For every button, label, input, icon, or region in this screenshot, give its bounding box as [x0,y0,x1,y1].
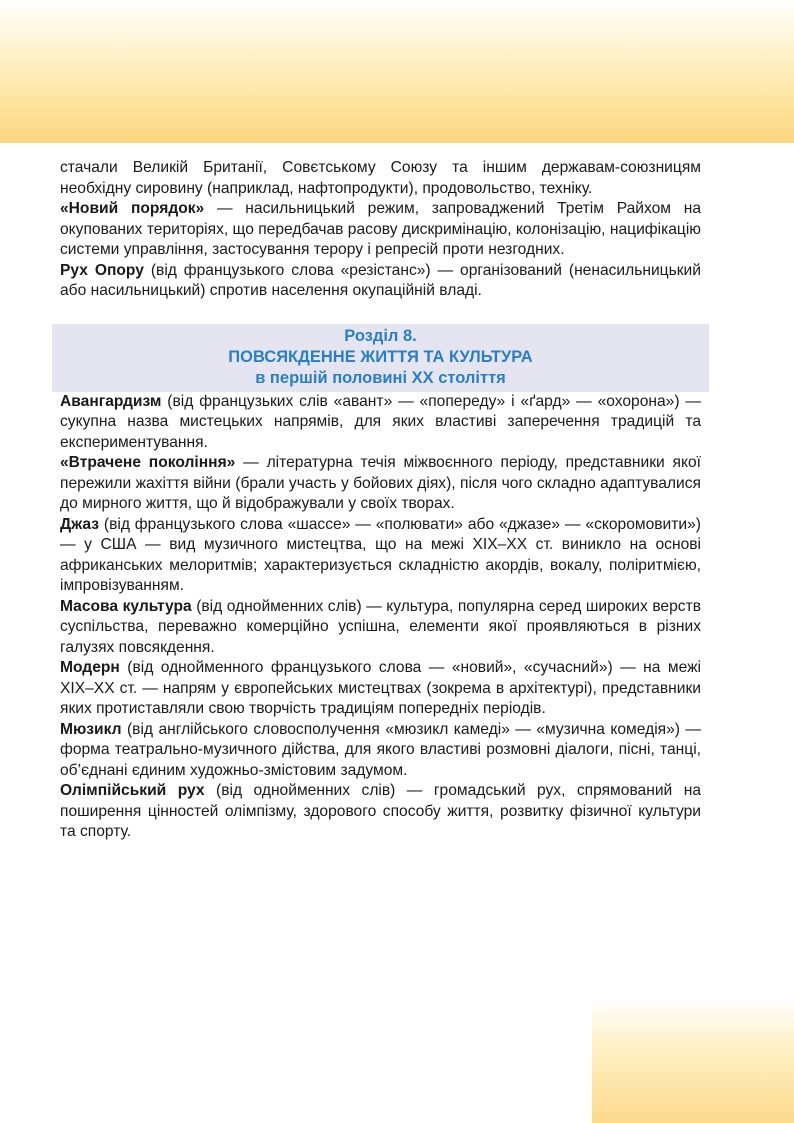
glossary-entry-modern [60,658,701,720]
glossary-definition: (від французьких слів «авант» — «попереду» і «ґард» — «охорона») — сукупна назва мистецьких напрямів, для яких властиві заперечення традицій та експериментування. [60,392,701,451]
section-subtitle: в першій половині ХХ століття [255,368,506,387]
glossary-term: Олімпійський рух [60,782,205,799]
glossary-entry-new-order [60,199,701,261]
glossary-term: «Новий порядок» [60,200,205,217]
glossary-term: Рух Опору [60,261,144,279]
glossary-definition: — насильницький режим, запроваджений Третім Райхом на окупованих територіях, що передбачав расову дискримінацію, колонізацію, нацифікацію системи управління, застосування терору і репресій проти незгодних. [60,200,701,258]
paragraph-text: стачали Великій Британії, Совєтському Союзу та іншим державам-союзницям необхідну сировину (наприклад, нафтопродукти), продовольство, техніку. [60,159,701,197]
section-header [52,324,709,392]
glossary-definition: (від однойменних слів) — культура, популярна серед широких верств суспільства, переважно комерційно успішна, елементи якої проявляються в різних галузях повсякдення. [60,597,701,656]
section-number: Розділ 8. [344,326,417,345]
page-content [60,158,701,843]
top-decorative-band [0,0,794,143]
glossary-entry-mass-culture [60,597,701,659]
glossary-definition: — літературна течія міжвоєнного періоду, представники якої пережили жахіття війни (брали участь у бойових діях), після чого складно адаптувалися до мирного життя, що й відображували у своїх творах. [60,454,701,512]
glossary-definition: (від французького слова «резістанс») — організований (ненасильницький або насильницький) спротив населення окупаційній владі. [60,261,701,299]
glossary-entry-lost-generation [60,453,701,515]
glossary-entry-avant-garde [60,392,701,454]
glossary-definition: (від англійського словосполучення «мюзикл камеді» — «музична комедія») — форма театрально-музичного дійства, для якого властиві розмовні діалоги, пісні, танці, об’єднані єдиним художньо-змістовим задумом. [60,720,701,779]
glossary-term: Авангардизм [60,392,162,410]
glossary-definition: (від однойменного французького слова — «новий», «сучасний») — на межі ХІХ–ХХ ст. — напрям у європейських мистецтвах (зокрема в архітектурі), представники яких протиставляли свою творчість традиціям попередніх періодів. [60,659,701,717]
glossary-term: Джаз [60,515,99,533]
glossary-entry-jazz [60,515,701,597]
glossary-entry-olympic-movement [60,781,701,843]
glossary-entry-resistance [60,261,701,302]
continuation-paragraph [60,158,701,199]
glossary-term: Модерн [60,659,120,676]
glossary-term: Мюзикл [60,720,122,738]
section-title: ПОВСЯКДЕННЕ ЖИТТЯ ТА КУЛЬТУРА [228,347,533,366]
bottom-right-decorative-band [592,998,794,1123]
glossary-definition: (від однойменних слів) — громадський рух, спрямований на поширення цінностей олімпізму, здорового способу життя, розвитку фізичної культури та спорту. [60,782,701,840]
glossary-definition: (від французького слова «шассе» — «полювати» або «джазе» — «скоромовити») — у США — вид музичного мистецтва, що на межі ХІХ–ХХ ст. виникло на основі африканських мелоритмів; характеризується складністю акордів, вокалу, поліритмією, імпровізуванням. [60,515,701,594]
glossary-term: «Втрачене покоління» [60,454,236,471]
glossary-entry-musical [60,720,701,782]
glossary-term: Масова культура [60,597,192,615]
